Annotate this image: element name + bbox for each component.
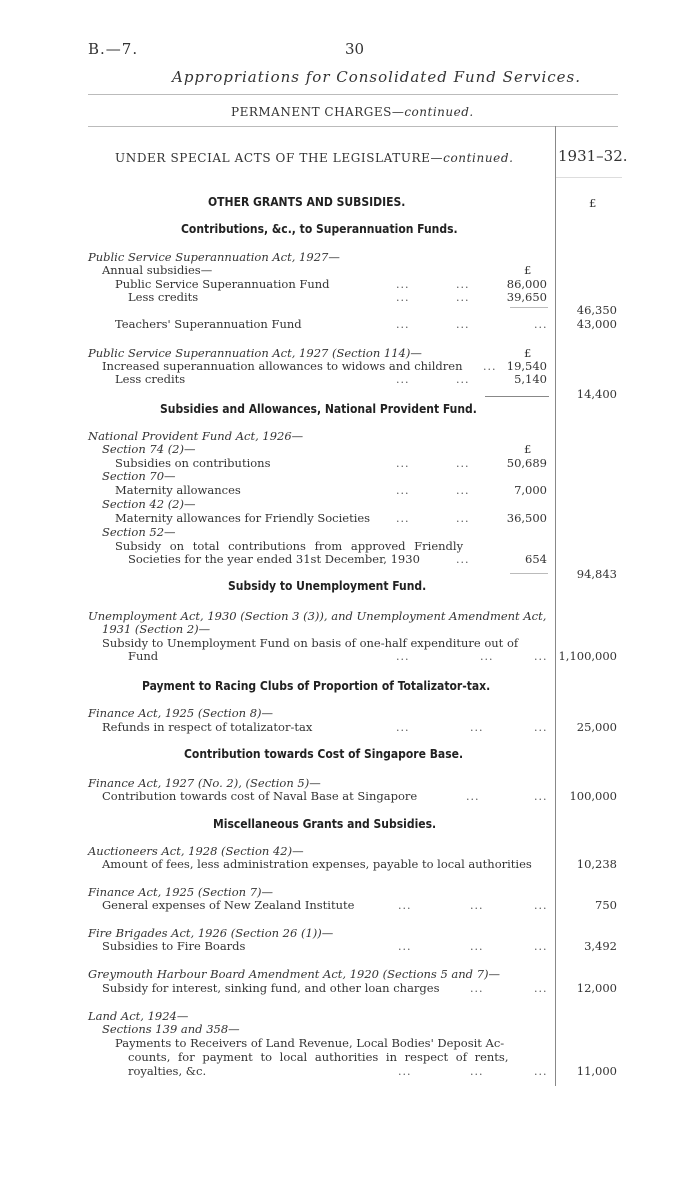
- dots: ...: [480, 650, 494, 663]
- sec6-land-item2: counts, for payment to local authorities in respect of rents,: [128, 1050, 509, 1064]
- page-ref: B.—7.: [88, 40, 139, 58]
- sec2-s70-item: Maternity allowances: [115, 483, 241, 497]
- dots: ...: [456, 457, 470, 470]
- subtotal-rule: [485, 396, 549, 397]
- main-heading: OTHER GRANTS AND SUBSIDIES.: [208, 195, 406, 209]
- dots: ...: [456, 512, 470, 525]
- sec1-less-value: 39,650: [506, 290, 547, 304]
- section-title-suffix: continued.: [404, 105, 474, 119]
- sec5-heading: Contribution towards Cost of Singapore Base.: [184, 747, 464, 761]
- sec2-s52: Section 52—: [102, 525, 176, 539]
- year-rule: [556, 177, 622, 178]
- sec4-item: Refunds in respect of totalizator-tax: [102, 720, 313, 734]
- section-title: [231, 105, 474, 119]
- sec4-heading: Payment to Racing Clubs of Proportion of Totalizator-tax.: [142, 679, 491, 693]
- pound-symbol: £: [524, 346, 532, 360]
- sec3-heading: Subsidy to Unemployment Fund.: [228, 579, 427, 593]
- dots: ...: [456, 278, 470, 291]
- sec6-auctioneers-total: 10,238: [576, 857, 617, 871]
- sec3-total: 1,100,000: [558, 649, 617, 663]
- sec1-psf: Public Service Superannuation Fund: [115, 277, 330, 291]
- pound-symbol: £: [524, 442, 532, 456]
- sec1-annual: Annual subsidies—: [102, 263, 213, 277]
- sec4-total: 25,000: [576, 720, 617, 734]
- dots: ...: [470, 899, 484, 912]
- dots: ...: [396, 278, 410, 291]
- subtotal-rule: [510, 307, 548, 308]
- sec3-act2: 1931 (Section 2)—: [102, 622, 211, 636]
- sec6-greymouth-item: Subsidy for interest, sinking fund, and other loan charges: [102, 981, 440, 995]
- dots: ...: [534, 650, 548, 663]
- dots: ...: [396, 291, 410, 304]
- sec1-act2: Public Service Superannuation Act, 1927 (Section 114)—: [88, 346, 422, 360]
- running-title: Appropriations for Consolidated Fund Services.: [172, 68, 582, 86]
- sec1-less-value2: 5,140: [514, 372, 547, 386]
- sec1-teachers: Teachers' Superannuation Fund: [115, 317, 302, 331]
- header-rule: [88, 94, 618, 95]
- dots: ...: [398, 899, 412, 912]
- subsection-title: [115, 151, 514, 165]
- sec2-total: 94,843: [576, 567, 617, 581]
- sec2-s42-value: 36,500: [506, 511, 547, 525]
- dots: ...: [396, 457, 410, 470]
- dots: ...: [470, 940, 484, 953]
- dots: ...: [534, 318, 548, 331]
- sec6-land-sections: Sections 139 and 358—: [102, 1022, 240, 1036]
- sec6-finance-act: Finance Act, 1925 (Section 7)—: [88, 885, 274, 899]
- sec2-s74: Section 74 (2)—: [102, 442, 196, 456]
- sec2-s52-item2: Societies for the year ended 31st December, 1930: [128, 552, 420, 566]
- sec6-greymouth-act: Greymouth Harbour Board Amendment Act, 1920 (Sections 5 and 7)—: [88, 967, 501, 981]
- dots: ...: [396, 721, 410, 734]
- sec2-s52-value: 654: [525, 552, 547, 566]
- dots: ...: [456, 553, 470, 566]
- sec5-total: 100,000: [569, 789, 617, 803]
- sec6-finance-item: General expenses of New Zealand Institute: [102, 898, 355, 912]
- sec6-heading: Miscellaneous Grants and Subsidies.: [213, 817, 437, 831]
- sec2-s52-item1: Subsidy on total contributions from approved Friendly: [115, 539, 464, 553]
- dots: ...: [398, 1065, 412, 1078]
- dots: ...: [534, 940, 548, 953]
- sec1-increased: Increased superannuation allowances to widows and children: [102, 359, 463, 373]
- section-rule: [88, 126, 618, 127]
- dots: ...: [534, 790, 548, 803]
- page-number: 30: [345, 40, 365, 58]
- sec6-fire-total: 3,492: [584, 939, 617, 953]
- section-title-text: PERMANENT CHARGES—: [231, 105, 405, 119]
- dots: ...: [483, 360, 497, 373]
- dots: ...: [398, 940, 412, 953]
- sec2-s42-item: Maternity allowances for Friendly Societies: [115, 511, 371, 525]
- sec1-less-credits: Less credits: [128, 290, 199, 304]
- dots: ...: [396, 318, 410, 331]
- dots: ...: [534, 721, 548, 734]
- sec2-heading: Subsidies and Allowances, National Provident Fund.: [160, 402, 477, 416]
- sec5-act: Finance Act, 1927 (No. 2), (Section 5)—: [88, 776, 321, 790]
- sec2-s74-value: 50,689: [506, 456, 547, 470]
- sec2-s42: Section 42 (2)—: [102, 497, 196, 511]
- sec1-psf-value: 86,000: [506, 277, 547, 291]
- sec2-act: National Provident Fund Act, 1926—: [88, 429, 304, 443]
- sec6-land-item1: Payments to Receivers of Land Revenue, Local Bodies' Deposit Ac-: [115, 1036, 505, 1050]
- dots: ...: [456, 291, 470, 304]
- amount-column-divider: [555, 126, 556, 1086]
- dots: ...: [456, 318, 470, 331]
- sec6-finance-total: 750: [595, 898, 617, 912]
- sec2-s74-item: Subsidies on contributions: [115, 456, 271, 470]
- dots: ...: [396, 373, 410, 386]
- sec1-total2: 14,400: [576, 387, 617, 401]
- dots: ...: [456, 373, 470, 386]
- dots: ...: [456, 484, 470, 497]
- sec2-s70-value: 7,000: [514, 483, 547, 497]
- subtotal-rule: [510, 573, 548, 574]
- sec6-land-item3: royalties, &c.: [128, 1064, 207, 1078]
- sec6-fire-item: Subsidies to Fire Boards: [102, 939, 246, 953]
- pound-symbol-col: £: [589, 196, 597, 210]
- year-header: 1931–32.: [558, 147, 628, 165]
- dots: ...: [470, 721, 484, 734]
- dots: ...: [470, 982, 484, 995]
- sec5-item: Contribution towards cost of Naval Base at Singapore: [102, 789, 418, 803]
- sec6-land-act: Land Act, 1924—: [88, 1009, 189, 1023]
- subsection-text: UNDER SPECIAL ACTS OF THE LEGISLATURE—: [115, 151, 444, 165]
- sec4-act: Finance Act, 1925 (Section 8)—: [88, 706, 274, 720]
- dots: ...: [396, 650, 410, 663]
- sec1-subtotal: 46,350: [576, 303, 617, 317]
- sec6-greymouth-total: 12,000: [576, 981, 617, 995]
- sec3-item1: Subsidy to Unemployment Fund on basis of one-half expenditure out of: [102, 636, 519, 650]
- sec6-auctioneers-item: Amount of fees, less administration expenses, payable to local authorities: [102, 857, 532, 871]
- subsection-suffix: continued.: [443, 151, 514, 165]
- dots: ...: [396, 512, 410, 525]
- sec3-item2: Fund: [128, 649, 159, 663]
- sec1-heading: Contributions, &c., to Superannuation Funds.: [181, 222, 458, 236]
- dots: ...: [466, 790, 480, 803]
- sec1-increased-value: 19,540: [506, 359, 547, 373]
- dots: ...: [534, 1065, 548, 1078]
- sec1-less-credits2: Less credits: [115, 372, 186, 386]
- dots: ...: [470, 1065, 484, 1078]
- dots: ...: [396, 484, 410, 497]
- dots: ...: [534, 982, 548, 995]
- sec3-act1: Unemployment Act, 1930 (Section 3 (3)), and Unemployment Amendment Act,: [88, 609, 547, 623]
- sec6-fire-act: Fire Brigades Act, 1926 (Section 26 (1))—: [88, 926, 334, 940]
- pound-symbol: £: [524, 263, 532, 277]
- sec1-act1: Public Service Superannuation Act, 1927—: [88, 250, 340, 264]
- dots: ...: [534, 899, 548, 912]
- sec6-land-total: 11,000: [576, 1064, 617, 1078]
- sec1-teachers-value: 43,000: [576, 317, 617, 331]
- sec2-s70: Section 70—: [102, 469, 176, 483]
- sec6-auctioneers-act: Auctioneers Act, 1928 (Section 42)—: [88, 844, 304, 858]
